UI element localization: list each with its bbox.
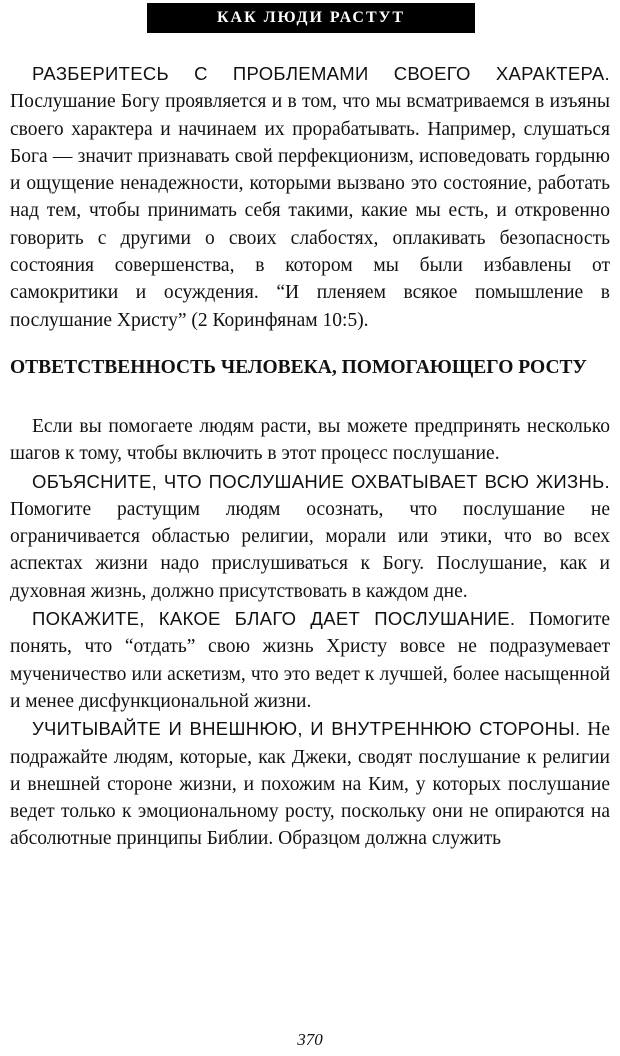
paragraph-item-3 [10,715,610,852]
paragraph-item-2 [10,605,610,715]
paragraph-text: Послушание Богу проявляется и в том, что мы всматриваемся в изъяны своего характера и начинаем их прорабатывать. Например, слушаться Бога — значит признавать свой перфекционизм, исповедовать гордыню и ощущение ненадежности, которыми вызвано это состояние, работать над тем, чтобы принимать себя такими, какие мы есть, и откровенно говорить с другими о своих слабостях, оплакивать безопасность состояния совершенства, в котором мы были избавлены от самокритики и осуждения. “И пленяем всякое помышление в послушание Христу” (2 Коринфянам 10:5). [10,91,610,331]
running-head [147,3,475,33]
paragraph-text: Не подражайте людям, которые, как Джеки, сводят послушание к религии и внешней стороне жизни, и похожим на Ким, у которых послушание ведет только к эмоциональному росту, поскольку они не опираются на абсолютные принципы Библии. Образцом должна служить [10,719,610,850]
paragraph-text: Помогите понять, что “отдать” свою жизнь Христу вовсе не подразумевает мученичество или аскетизм, что это ведет к лучшей, более насыщенной и менее дисфункциональной жизни. [10,609,610,712]
paragraph-lead: РАЗБЕРИТЕСЬ С ПРОБЛЕМАМИ СВОЕГО ХАРАКТЕРА. [32,63,610,84]
paragraph-intro: Если вы помогаете людям расти, вы можете предпринять несколько шагов к тому, чтобы включить в этот процесс послушание. [10,415,610,465]
running-head-text: КАК ЛЮДИ РАСТУТ [216,9,406,26]
paragraph-lead: УЧИТЫВАЙТЕ И ВНЕШНЮЮ, И ВНУТРЕННЮЮ СТОРОНЫ. [32,718,581,740]
paragraph-lead: ОБЪЯСНИТЕ, ЧТО ПОСЛУШАНИЕ ОХВАТЫВАЕТ ВСЮ ЖИЗНЬ. [32,470,610,492]
paragraph-lead: ПОКАЖИТЕ, КАКОЕ БЛАГО ДАЕТ ПОСЛУШАНИЕ. [32,608,516,630]
section-heading: ОТВЕТСТВЕННОСТЬ ЧЕЛОВЕКА, ПОМОГАЮЩЕГО РОСТУ [10,356,587,378]
paragraph-character [10,60,610,334]
paragraph-text: Помогите растущим людям осознать, что послушание не ограничивается областью религии, морали или этики, что во всех аспектах жизни надо прислушиваться к Богу. Послушание, как и духовная жизнь, должно присутствовать в каждом дне. [10,498,610,602]
page-content [10,60,610,853]
page-number: 370 [297,1030,323,1049]
paragraph-item-1 [10,468,610,605]
